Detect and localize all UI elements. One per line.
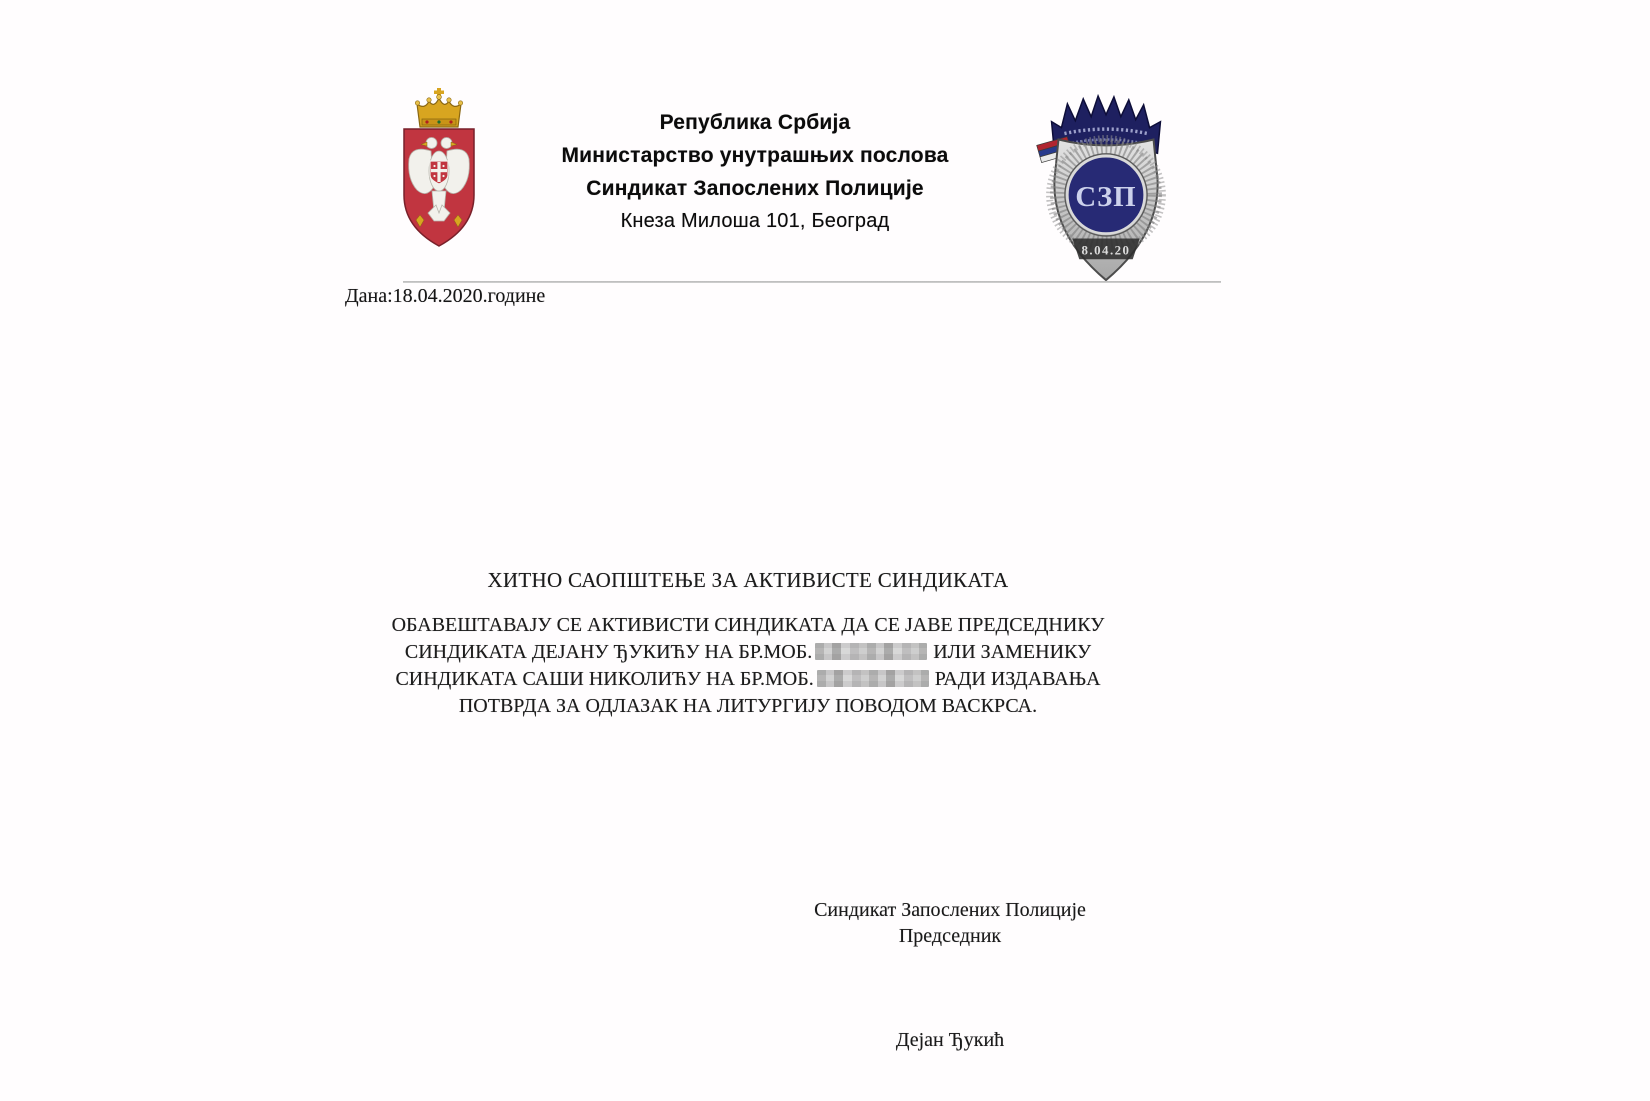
notice-title: ХИТНО САОПШТЕЊЕ ЗА АКТИВИСТЕ СИНДИКАТА bbox=[487, 568, 1009, 592]
redacted-phone-president bbox=[815, 643, 927, 660]
crown bbox=[415, 88, 462, 127]
body-line-2-text: СИНДИКАТА ДЕЈАНУ ЂУКИЋУ НА БР.МОБ. bbox=[404, 641, 813, 663]
redacted-phone-deputy bbox=[817, 670, 929, 687]
szp-badge-icon bbox=[1028, 88, 1185, 286]
badge-center-label: СЗП bbox=[1075, 180, 1137, 213]
header-line-ministry: Министарство унутрашњих послова bbox=[561, 144, 949, 167]
body-line-2-text-after: ИЛИ ЗАМЕНИКУ bbox=[933, 641, 1092, 663]
body-line-3 bbox=[370, 666, 1126, 693]
header-divider bbox=[403, 281, 1221, 283]
badge-date-band bbox=[1072, 238, 1139, 259]
body-line-3-text-after: РАДИ ИЗДАВАЊА bbox=[934, 668, 1101, 690]
badge-date-label: 8.04.20 bbox=[1081, 243, 1131, 258]
body-line-1: ОБАВЕШТАВАЈУ СЕ АКТИВИСТИ СИНДИКАТА ДА СЕ ЈАВЕ ПРЕДСЕДНИКУ bbox=[391, 614, 1105, 636]
header-text-block bbox=[470, 106, 1040, 238]
signature-name: Дејан Ђукић bbox=[895, 1029, 1005, 1051]
serbia-coat-of-arms-icon bbox=[398, 86, 480, 250]
notice-block bbox=[370, 568, 1126, 720]
signature-organization: Синдикат Запослених Полиције bbox=[814, 899, 1086, 921]
chest-shield bbox=[430, 161, 448, 184]
header-line-address: Кнеза Милоша 101, Београд bbox=[620, 210, 890, 232]
body-line-3-text: СИНДИКАТА САШИ НИКОЛИЋУ НА БР.МОБ. bbox=[395, 668, 814, 690]
signature-block bbox=[780, 897, 1120, 1053]
body-line-4: ПОТВРДА ЗА ОДЛАЗАК НА ЛИТУРГИЈУ ПОВОДОМ ВАСКРСА. bbox=[458, 695, 1038, 717]
header-line-country: Република Србија bbox=[659, 111, 851, 134]
body-line-2 bbox=[370, 639, 1126, 666]
date-line: Дана:18.04.2020.године bbox=[345, 285, 546, 307]
signature-role: Председник bbox=[898, 925, 1002, 947]
header-line-union: Синдикат Запослених Полиције bbox=[586, 177, 924, 200]
